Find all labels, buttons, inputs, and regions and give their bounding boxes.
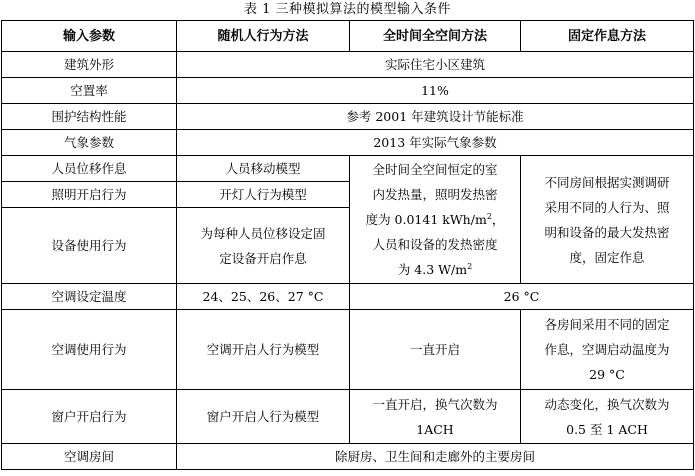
merged-value-cell: 参考 2001 年建筑设计节能标准 bbox=[177, 104, 694, 130]
merged-value-cell: 26 °C bbox=[350, 284, 694, 310]
text-line: 作息，空调启动温度为 bbox=[544, 342, 670, 357]
param-cell: 空调房间 bbox=[2, 444, 177, 470]
param-cell: 空置率 bbox=[2, 78, 177, 104]
table-row bbox=[2, 390, 694, 444]
text-line: 一直开启，换气次数为 bbox=[372, 396, 498, 412]
text-line bbox=[353, 207, 517, 232]
param-cell: 气象参数 bbox=[2, 130, 177, 156]
text-line: 29 °C bbox=[589, 367, 625, 382]
value-cell bbox=[177, 208, 350, 284]
param-cell: 设备使用行为 bbox=[2, 208, 177, 284]
fixed-merged-cell bbox=[521, 156, 694, 284]
merged-value-cell: 实际住宅小区建筑 bbox=[177, 52, 694, 78]
text-line: 全时间全空间恒定的室 bbox=[372, 162, 498, 177]
value-cell: 空调开启人行为模型 bbox=[177, 310, 350, 390]
value-cell bbox=[521, 310, 694, 390]
table-row bbox=[2, 52, 694, 78]
text-line: 采用不同的人行为、照 bbox=[544, 199, 670, 215]
text-line: 定设备开启作息 bbox=[219, 250, 307, 266]
text-span: 度为 0.0141 kWh/m bbox=[365, 212, 487, 227]
param-cell: 建筑外形 bbox=[2, 52, 177, 78]
text-line: 0.5 至 1 ACH bbox=[566, 421, 648, 437]
table-row bbox=[2, 130, 694, 156]
value-cell bbox=[521, 390, 694, 444]
header-fixed-schedule: 固定作息方法 bbox=[521, 21, 694, 52]
merged-value-cell: 11% bbox=[177, 78, 694, 104]
text-line: 动态变化，换气次数为 bbox=[544, 396, 670, 412]
superscript: 2 bbox=[486, 211, 492, 221]
text-line: 明和设备的最大发热密 bbox=[544, 224, 670, 240]
value-cell bbox=[350, 390, 521, 444]
param-cell: 空调设定温度 bbox=[2, 284, 177, 310]
superscript: 2 bbox=[467, 261, 473, 271]
merged-value-cell: 2013 年实际气象参数 bbox=[177, 130, 694, 156]
table-caption: 表 1 三种模拟算法的模型输入条件 bbox=[243, 2, 452, 17]
param-cell: 空调使用行为 bbox=[2, 310, 177, 390]
value-cell: 窗户开启人行为模型 bbox=[177, 390, 350, 444]
text-span: ， bbox=[491, 212, 505, 227]
param-cell: 围护结构性能 bbox=[2, 104, 177, 130]
header-row bbox=[2, 21, 694, 52]
text-line: 为每种人员位移设定固 bbox=[200, 225, 326, 241]
table-row bbox=[2, 284, 694, 310]
fulltime-merged-cell bbox=[350, 156, 521, 284]
header-fulltime-fullspace: 全时间全空间方法 bbox=[350, 21, 521, 52]
table-row bbox=[2, 444, 694, 470]
text-line: 1ACH bbox=[416, 421, 454, 437]
value-cell: 一直开启 bbox=[350, 310, 521, 390]
text-span: 为 4.3 W/m bbox=[397, 262, 468, 277]
value-cell: 开灯人行为模型 bbox=[177, 182, 350, 208]
param-cell: 人员位移作息 bbox=[2, 156, 177, 182]
text-line: 不同房间根据实测调研 bbox=[544, 174, 670, 190]
merged-value-cell: 除厨房、卫生间和走廊外的主要房间 bbox=[177, 444, 694, 470]
text-line: 各房间采用不同的固定 bbox=[544, 317, 670, 332]
header-input-params: 输入参数 bbox=[2, 21, 177, 52]
value-cell: 24、25、26、27 °C bbox=[177, 284, 350, 310]
param-cell: 窗户开启行为 bbox=[2, 390, 177, 444]
table-row bbox=[2, 156, 694, 182]
param-cell: 照明开启行为 bbox=[2, 182, 177, 208]
text-line bbox=[353, 257, 517, 282]
table-row bbox=[2, 104, 694, 130]
table-row bbox=[2, 78, 694, 104]
table-row bbox=[2, 310, 694, 390]
text-line: 度，固定作息 bbox=[569, 249, 645, 265]
text-line: 内发热量，照明发热密 bbox=[372, 187, 498, 202]
text-line: 人员和设备的发热密度 bbox=[372, 237, 498, 252]
input-conditions-table bbox=[1, 20, 694, 470]
value-cell: 人员移动模型 bbox=[177, 156, 350, 182]
header-random-behavior: 随机人行为方法 bbox=[177, 21, 350, 52]
